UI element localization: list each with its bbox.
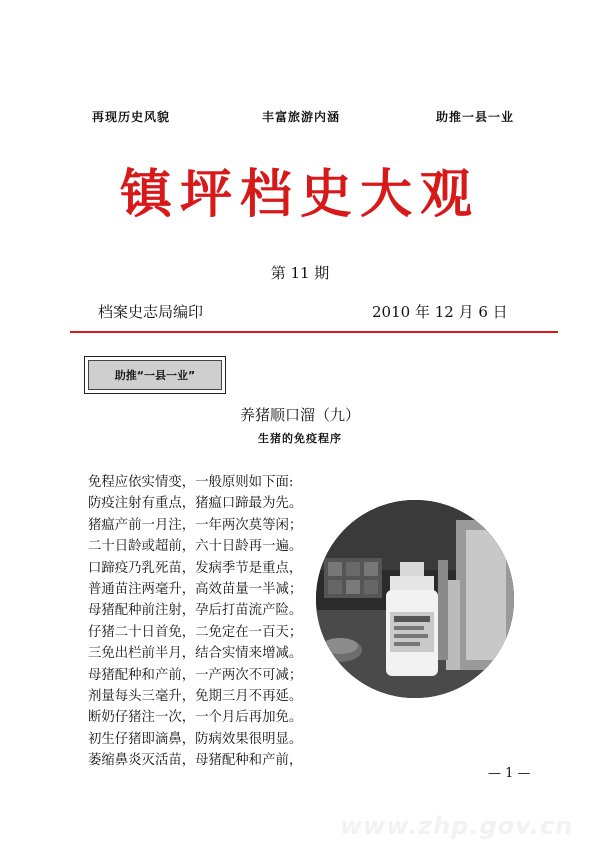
body-line: 剂量每头三毫升，免期三月不再延。 xyxy=(88,689,303,705)
body-line: 防疫注射有重点，猪瘟口蹄最为先。 xyxy=(88,496,303,512)
article-title: 养猪顺口溜（九） xyxy=(239,406,360,424)
slogan-bar xyxy=(0,108,600,128)
body-line: 仔猪二十日首免，二免定在一百天； xyxy=(88,624,303,640)
column-label: 助推“一县一业” xyxy=(88,360,222,390)
slogan-3: 助推一县一业 xyxy=(436,110,515,124)
slogan-2: 丰富旅游内涵 xyxy=(262,110,341,124)
header-divider xyxy=(70,331,558,333)
body-line: 普通苗注两毫升，高效苗量一半减； xyxy=(88,582,303,598)
vaccine-photo-art xyxy=(316,500,514,698)
body-line: 二十日龄或超前，六十日龄再一遍。 xyxy=(88,539,303,555)
article-body xyxy=(88,472,328,772)
article-subtitle: 生猪的免疫程序 xyxy=(258,432,342,445)
slogan-1: 再现历史风貌 xyxy=(92,110,171,124)
site-watermark: www.zhp.gov.cn xyxy=(340,812,574,840)
masthead-title: 镇坪档史大观 xyxy=(119,165,480,225)
body-line: 断奶仔猪注一次，一个月后再加免。 xyxy=(88,710,303,726)
body-line: 口蹄疫乃乳死苗，发病季节是重点， xyxy=(88,560,303,576)
body-line: 母猪配种和产前，一产两次不可减； xyxy=(88,667,303,683)
body-line: 三免出栏前半月，结合实情来增减。 xyxy=(88,646,303,662)
vaccine-photo xyxy=(316,500,514,698)
column-label-box xyxy=(84,356,226,394)
issue-number: 第 11 期 xyxy=(270,264,330,282)
body-line: 母猪配种前注射，孕后打苗流产险。 xyxy=(88,603,303,619)
body-line: 初生仔猪即滴鼻，防病效果很明显。 xyxy=(88,731,303,747)
body-line: 免程应依实情变，一般原则如下面: xyxy=(88,475,294,490)
body-line: 猪瘟产前一月注，一年两次莫等闲； xyxy=(88,517,303,533)
editor-line: 档案史志局编印 xyxy=(98,303,204,321)
page-number: — 1 — xyxy=(488,766,531,781)
issue-date: 2010 年 12 月 6 日 xyxy=(372,303,508,321)
body-line: 萎缩鼻炎灭活苗，母猪配种和产前， xyxy=(88,753,303,769)
